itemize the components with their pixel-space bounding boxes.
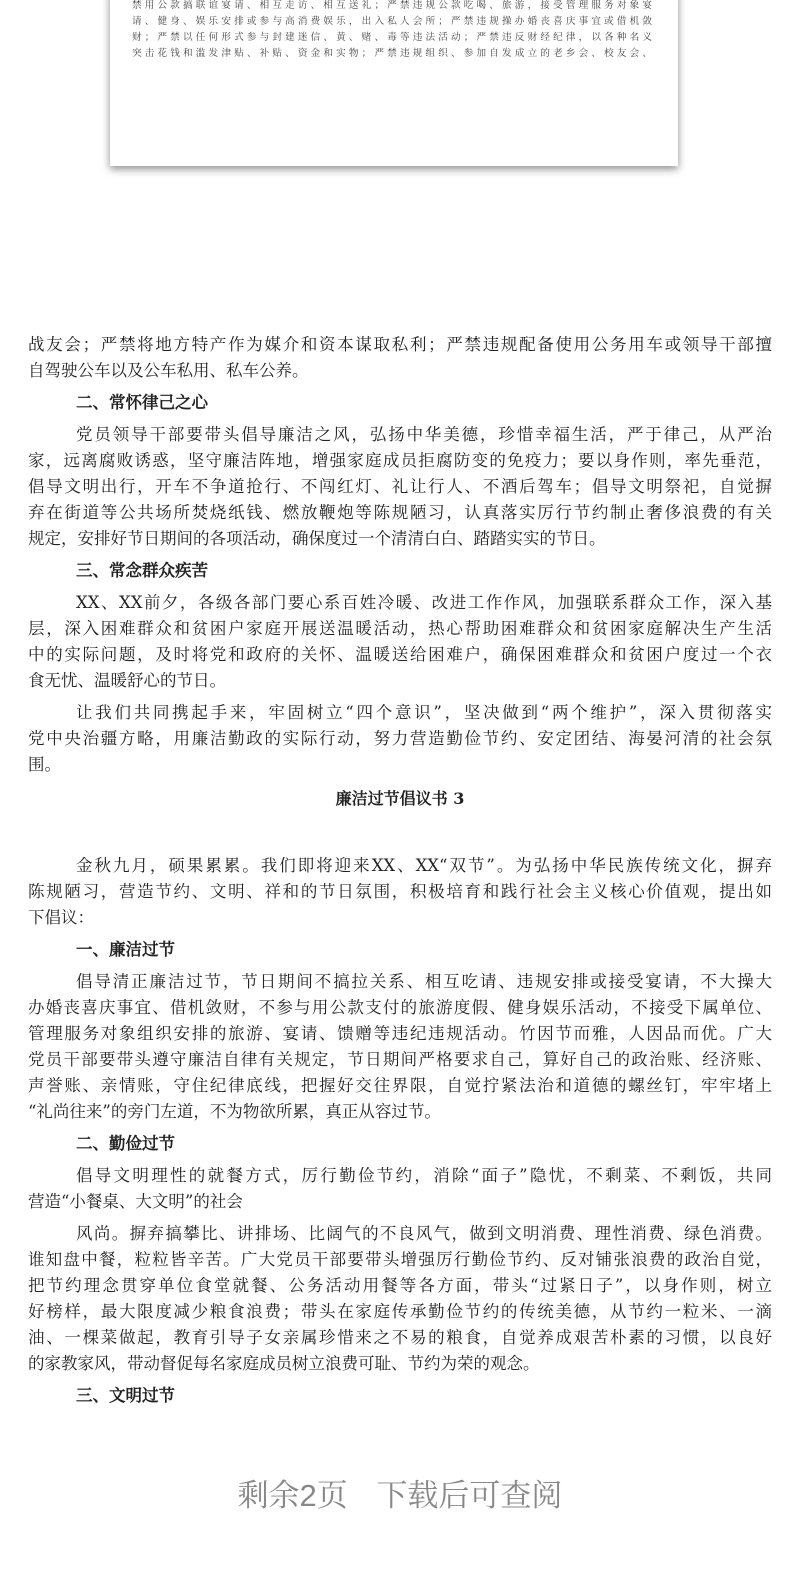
text-line: 战友会；严禁将地方特产作为媒介和资本谋取私利；严禁违规配备使用公务用车或领导干部擅 bbox=[28, 335, 772, 354]
text-line: 党中央治疆方略，用廉洁勤政的实际行动，努力营造勤俭节约、安定团结、海晏河清的社会氛 bbox=[28, 729, 772, 748]
text-line: 规定，安排好节日期间的各项活动，确保度过一个清清白白、踏踏实实的节日。 bbox=[28, 529, 606, 548]
paragraph bbox=[28, 969, 772, 1125]
document-body bbox=[28, 332, 772, 1415]
text-line: 管理服务对象组织安排的旅游、宴请、馈赠等违纪违规活动。竹因节而雅，人因品而优。广大 bbox=[28, 1024, 772, 1043]
remaining-pages-notice[interactable] bbox=[0, 1470, 800, 1515]
text-line: 金秋九月，硕果累累。我们即将迎来XX、XX“双节”。为弘扬中华民族传统文化，摒弃 bbox=[76, 856, 772, 875]
preview-text-line: 请、健身、娱乐安排或参与高消费娱乐，出入私人会所；严禁违规操办婚丧喜庆事宜或借机敛 bbox=[132, 16, 652, 27]
text-line: 弃在街道等公共场所焚烧纸钱、燃放鞭炮等陈规陋习，认真落实厉行节约制止奢侈浪费的有关 bbox=[28, 503, 772, 522]
text-line: 倡导文明理性的就餐方式，厉行勤俭节约，消除“面子”隐忧，不剩菜、不剩饭，共同 bbox=[76, 1166, 772, 1185]
paragraph bbox=[28, 853, 772, 931]
section-heading: 二、勤俭过节 bbox=[76, 1134, 175, 1153]
text-line: 倡导文明出行，开车不争道抢行、不闯红灯、礼让行人、不酒后驾车；倡导文明祭祀，自觉摒 bbox=[28, 477, 772, 496]
document-title: 廉洁过节倡议书 3 bbox=[335, 789, 465, 808]
preview-text-line: 禁用公款搞联谊宴请、相互走访、相互送礼；严禁违规公款吃喝、旅游，接受管理服务对象宴 bbox=[132, 0, 652, 11]
text-line: 下倡议： bbox=[28, 908, 94, 927]
text-line: 党员干部要带头遵守廉洁自律有关规定，节日期间严格要求自己，算好自己的政治账、经济账、 bbox=[28, 1050, 772, 1069]
text-line: 声誉账、亲情账，守住纪律底线，把握好交往界限，自觉拧紧法治和道德的螺丝钉，牢牢堵上 bbox=[28, 1076, 772, 1095]
text-line: 把节约理念贯穿单位食堂就餐、公务活动用餐等各方面，带头“过紧日子”，以身作则，树立 bbox=[28, 1276, 772, 1295]
text-line: 陈规陋习，营造节约、文明、祥和的节日氛围，积极培育和践行社会主义核心价值观，提出如 bbox=[28, 882, 772, 901]
paragraph bbox=[28, 1221, 772, 1377]
text-line: 好榜样，最大限度减少粮食浪费；带头在家庭传承勤俭节约的传统美德，从节约一粒米、一滴 bbox=[28, 1302, 772, 1321]
section-heading: 一、廉洁过节 bbox=[76, 940, 175, 959]
text-line: 家，远离腐败诱惑，坚守廉洁阵地，增强家庭成员拒腐防变的免疫力；要以身作则，率先垂范， bbox=[28, 451, 772, 470]
remaining-pages-text: 剩余2页 bbox=[237, 1478, 348, 1513]
text-line: 办婚丧喜庆事宜、借机敛财，不参与用公款支付的旅游度假、健身娱乐活动，不接受下属单位、 bbox=[28, 998, 772, 1017]
text-line: 让我们共同携起手来，牢固树立“四个意识”，坚决做到“两个维护”，深入贯彻落实 bbox=[76, 703, 772, 722]
text-line: 围。 bbox=[28, 755, 61, 774]
text-line: 食无忧、温暖舒心的节日。 bbox=[28, 671, 226, 690]
text-line: 的家教家风，带动督促每名家庭成员树立浪费可耻、节约为荣的观念。 bbox=[28, 1354, 540, 1373]
text-line: 风尚。摒弃搞攀比、讲排场、比阔气的不良风气，做到文明消费、理性消费、绿色消费。 bbox=[76, 1224, 772, 1243]
paragraph bbox=[28, 590, 772, 694]
text-line: 谁知盘中餐，粒粒皆辛苦。广大党员干部要带头增强厉行勤俭节约、反对铺张浪费的政治自觉， bbox=[28, 1250, 772, 1269]
text-line: 油、一棵菜做起，教育引导子女亲属珍惜来之不易的粮食，自觉养成艰苦朴素的习惯，以良好 bbox=[28, 1328, 772, 1347]
preview-page-card bbox=[110, 0, 678, 166]
text-line: XX、XX前夕，各级各部门要心系百姓冷暖、改进工作作风，加强联系群众工作，深入基 bbox=[76, 593, 772, 612]
paragraph bbox=[28, 422, 772, 552]
paragraph bbox=[28, 700, 772, 778]
text-line: 营造“小餐桌、大文明”的社会 bbox=[28, 1192, 243, 1211]
text-line: 党员领导干部要带头倡导廉洁之风，弘扬中华美德，珍惜幸福生活，严于律己，从严治 bbox=[76, 425, 772, 444]
section-heading: 三、常念群众疾苦 bbox=[76, 561, 208, 580]
text-line: 自驾驶公车以及公车私用、私车公养。 bbox=[28, 361, 309, 380]
paragraph bbox=[28, 1163, 772, 1215]
download-prompt-text: 下载后可查阅 bbox=[376, 1478, 563, 1513]
text-line: “礼尚往来”的旁门左道，不为物欲所累，真正从容过节。 bbox=[28, 1102, 441, 1121]
preview-text-line: 突击花钱和滥发津贴、补贴、资金和实物；严禁违规组织、参加自发成立的老乡会、校友会、 bbox=[132, 48, 652, 59]
text-line: 层，深入困难群众和贫困户家庭开展送温暖活动，热心帮助困难群众和贫困家庭解决生产生活 bbox=[28, 619, 772, 638]
text-line: 中的实际问题，及时将党和政府的关怀、温暖送给困难户，确保困难群众和贫困户度过一个衣 bbox=[28, 645, 772, 664]
section-heading: 三、文明过节 bbox=[76, 1386, 175, 1405]
paragraph bbox=[28, 332, 772, 384]
section-heading: 二、常怀律己之心 bbox=[76, 393, 208, 412]
preview-text-line: 财；严禁以任何形式参与封建迷信、黄、赌、毒等违法活动；严禁违反财经纪律，以各种名义 bbox=[132, 32, 652, 43]
text-line: 倡导清正廉洁过节，节日期间不搞拉关系、相互吃请、违规安排或接受宴请，不大操大 bbox=[76, 972, 772, 991]
